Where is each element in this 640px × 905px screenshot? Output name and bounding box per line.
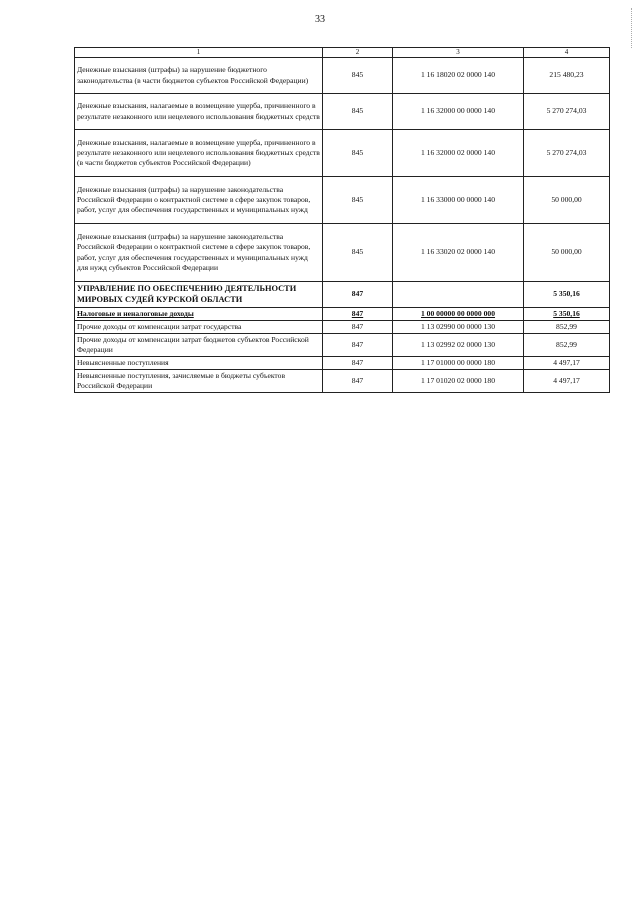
row-kbk-code-cell: 1 16 32000 00 0000 140 <box>393 94 524 130</box>
table-row <box>75 321 610 334</box>
row-name-cell: Прочие доходы от компенсации затрат государства <box>75 321 323 334</box>
row-name-cell: Невыясненные поступления <box>75 357 323 370</box>
table-row <box>75 94 610 130</box>
row-name-cell: УПРАВЛЕНИЕ ПО ОБЕСПЕЧЕНИЮ ДЕЯТЕЛЬНОСТИ МИРОВЫХ СУДЕЙ КУРСКОЙ ОБЛАСТИ <box>75 282 323 308</box>
row-amount-cell: 50 000,00 <box>524 177 610 224</box>
scan-edge-marks <box>631 8 634 48</box>
row-kbk-code-cell: 1 16 18020 02 0000 140 <box>393 58 524 94</box>
table-row <box>75 334 610 357</box>
row-amount-cell: 852,99 <box>524 334 610 357</box>
column-header-1: 1 <box>75 48 323 58</box>
row-kbk-code-cell: 1 17 01020 02 0000 180 <box>393 370 524 393</box>
row-kbk-code-cell: 1 16 32000 02 0000 140 <box>393 130 524 177</box>
table-row <box>75 357 610 370</box>
row-amount-cell: 5 350,16 <box>524 282 610 308</box>
table-row <box>75 177 610 224</box>
row-amount-cell: 852,99 <box>524 321 610 334</box>
row-name-cell: Денежные взыскания (штрафы) за нарушение законодательства Российской Федерации о контрактной системе в сфере закупок товаров, работ, услуг для обеспечения государственных и муниципальных нужд для нужд субъектов Российской Федерации <box>75 224 323 282</box>
row-admin-code-cell: 845 <box>323 224 393 282</box>
row-admin-code-cell: 847 <box>323 282 393 308</box>
column-header-2: 2 <box>323 48 393 58</box>
row-admin-code-cell: 845 <box>323 58 393 94</box>
row-admin-code-cell: 847 <box>323 370 393 393</box>
row-amount-cell: 215 480,23 <box>524 58 610 94</box>
row-name-cell: Налоговые и неналоговые доходы <box>75 308 323 321</box>
row-admin-code-cell: 845 <box>323 94 393 130</box>
row-name-cell: Денежные взыскания, налагаемые в возмещение ущерба, причиненного в результате незаконного или нецелевого использования бюджетных средств <box>75 94 323 130</box>
row-name-cell: Денежные взыскания (штрафы) за нарушение законодательства Российской Федерации о контрактной системе в сфере закупок товаров, работ, услуг для обеспечения государственных и муниципальных нужд <box>75 177 323 224</box>
row-kbk-code-cell <box>393 282 524 308</box>
row-kbk-code-cell: 1 17 01000 00 0000 180 <box>393 357 524 370</box>
table-row <box>75 370 610 393</box>
table-body <box>75 58 610 393</box>
row-amount-cell: 4 497,17 <box>524 357 610 370</box>
table-row <box>75 224 610 282</box>
row-name-cell: Прочие доходы от компенсации затрат бюджетов субъектов Российской Федерации <box>75 334 323 357</box>
column-header-4: 4 <box>524 48 610 58</box>
table-row <box>75 308 610 321</box>
row-admin-code-cell: 847 <box>323 357 393 370</box>
row-kbk-code-cell: 1 00 00000 00 0000 000 <box>393 308 524 321</box>
row-amount-cell: 5 350,16 <box>524 308 610 321</box>
column-number-row <box>75 48 610 58</box>
table-row <box>75 58 610 94</box>
table-row <box>75 130 610 177</box>
row-name-cell: Невыясненные поступления, зачисляемые в бюджеты субъектов Российской Федерации <box>75 370 323 393</box>
row-admin-code-cell: 845 <box>323 130 393 177</box>
row-admin-code-cell: 845 <box>323 177 393 224</box>
row-kbk-code-cell: 1 16 33000 00 0000 140 <box>393 177 524 224</box>
row-admin-code-cell: 847 <box>323 334 393 357</box>
row-kbk-code-cell: 1 13 02990 00 0000 130 <box>393 321 524 334</box>
row-kbk-code-cell: 1 16 33020 02 0000 140 <box>393 224 524 282</box>
row-admin-code-cell: 847 <box>323 308 393 321</box>
row-kbk-code-cell: 1 13 02992 02 0000 130 <box>393 334 524 357</box>
row-amount-cell: 5 270 274,03 <box>524 94 610 130</box>
row-amount-cell: 50 000,00 <box>524 224 610 282</box>
row-name-cell: Денежные взыскания, налагаемые в возмещение ущерба, причиненного в результате незаконного или нецелевого использования бюджетных средств (в части бюджетов субъектов Российской Федерации) <box>75 130 323 177</box>
page-number: 33 <box>315 14 325 25</box>
table-row <box>75 282 610 308</box>
budget-revenue-table <box>74 47 610 393</box>
row-amount-cell: 4 497,17 <box>524 370 610 393</box>
row-name-cell: Денежные взыскания (штрафы) за нарушение бюджетного законодательства (в части бюджетов субъектов Российской Федерации) <box>75 58 323 94</box>
column-header-3: 3 <box>393 48 524 58</box>
row-amount-cell: 5 270 274,03 <box>524 130 610 177</box>
row-admin-code-cell: 847 <box>323 321 393 334</box>
